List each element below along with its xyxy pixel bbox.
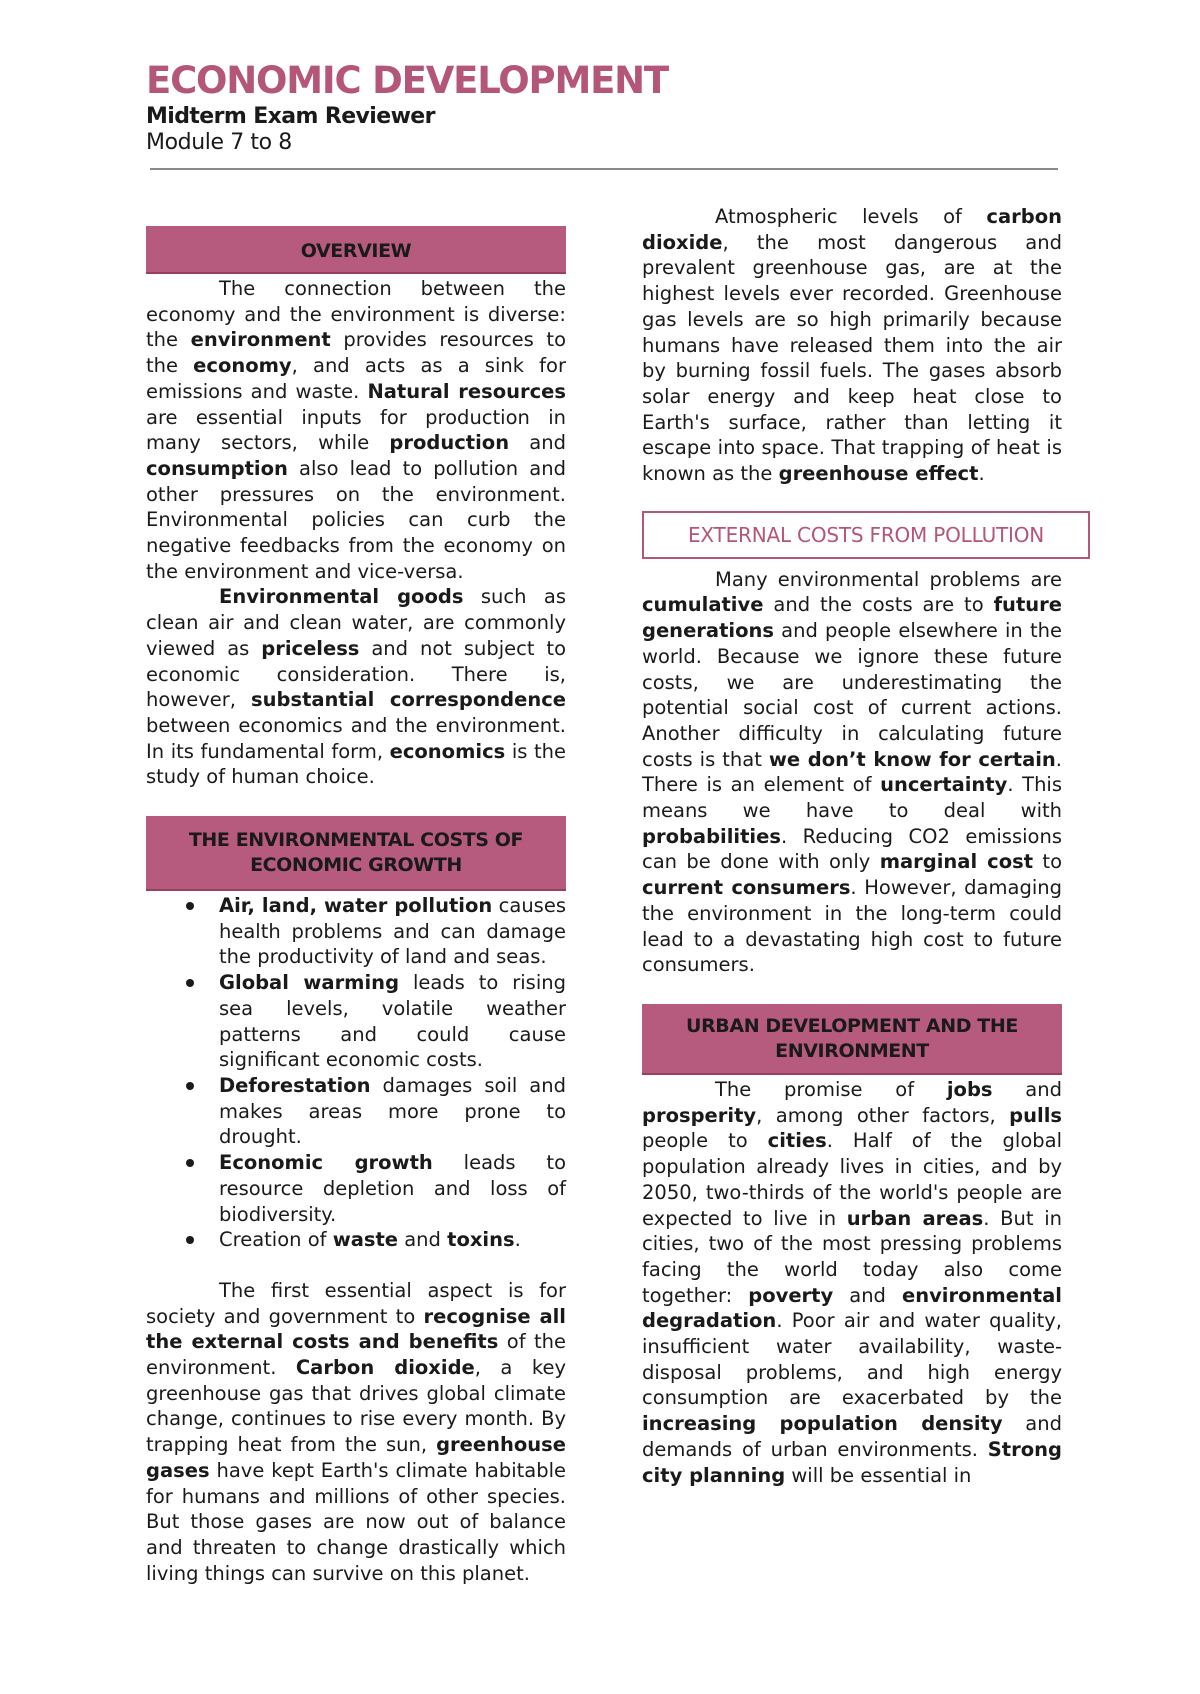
bold-term: Carbon dioxide	[295, 1356, 475, 1380]
bold-term: Environmental goods	[219, 585, 464, 609]
right-column	[642, 204, 1062, 1488]
document-title: ECONOMIC DEVELOPMENT	[146, 59, 668, 102]
bold-term: future generations	[642, 593, 1062, 643]
document-header	[146, 58, 668, 156]
overview-heading: OVERVIEW	[146, 226, 566, 274]
bold-term: environment	[190, 328, 331, 352]
bold-term: cities	[767, 1129, 827, 1153]
bold-term: cumulative	[642, 593, 764, 617]
bold-term: current consumers	[642, 876, 851, 900]
bold-term: pulls	[1009, 1103, 1062, 1127]
list-item: Creation of waste and toxins.	[146, 1227, 566, 1253]
list-item: Global warming leads to rising sea levels, volatile weather patterns and could cause significant economic costs.	[146, 970, 566, 1073]
bold-term: Air, land, water pollution	[219, 894, 493, 918]
urban-heading-line2: ENVIRONMENT	[775, 1039, 929, 1062]
bold-term: greenhouse gases	[146, 1433, 566, 1482]
bold-term: prosperity	[642, 1103, 757, 1127]
env-costs-paragraph-1: The first essential aspect is for society and government to recognise all the external costs and benefits of the environment. Carbon dioxide, a key greenhouse gas that drives global climate change, continues to rise every month. By trapping heat from the sun, greenhouse gases have kept Earth's climate habitable for humans and millions of other species. But those gases are now out of balance and threaten to change drastically which living things can survive on this planet.	[146, 1278, 566, 1585]
bold-term: recognise all the external costs and benefits	[146, 1304, 566, 1354]
bold-term: waste	[332, 1228, 399, 1252]
bold-term: production	[389, 431, 510, 455]
env-costs-heading-line2: ECONOMIC GROWTH	[250, 854, 462, 877]
urban-heading-line1: URBAN DEVELOPMENT AND THE	[686, 1014, 1018, 1037]
bold-term: Global warming	[219, 971, 400, 995]
bold-term: priceless	[261, 636, 360, 660]
bold-term: uncertainty	[880, 773, 1008, 797]
module-label: Module 7 to 8	[146, 130, 292, 155]
list-item: Deforestation damages soil and makes areas more prone to drought.	[146, 1073, 566, 1150]
list-item: Economic growth leads to resource depletion and loss of biodiversity.	[146, 1150, 566, 1227]
bold-term: Strong city planning	[642, 1437, 1062, 1487]
overview-paragraph-2: Environmental goods such as clean air and clean water, are commonly viewed as priceless and not subject to economic consideration. There is, however, substantial correspondence between economics and the environment. In its fundamental form, economics is the study of human choice.	[146, 585, 566, 789]
bold-term: economy	[193, 354, 292, 378]
env-costs-list	[146, 893, 566, 1253]
urban-heading	[642, 1004, 1062, 1075]
bold-term: environmental degradation	[642, 1283, 1062, 1333]
bold-term: economics	[389, 739, 506, 763]
bold-term: jobs	[946, 1077, 993, 1101]
bold-term: urban areas	[846, 1206, 984, 1230]
header-divider	[150, 168, 1058, 170]
env-costs-heading	[146, 816, 566, 891]
document-subtitle: Midterm Exam Reviewer	[146, 104, 435, 129]
bold-term: consumption	[146, 456, 288, 480]
bold-term: substantial correspondence	[251, 688, 566, 712]
bold-term: marginal cost	[879, 850, 1034, 874]
bold-term: toxins	[447, 1228, 515, 1252]
bold-term: carbon dioxide	[642, 205, 1062, 254]
bold-term: increasing population density	[642, 1412, 1003, 1436]
bold-term: Economic growth	[219, 1151, 433, 1175]
bold-term: greenhouse effect	[778, 462, 979, 486]
urban-paragraph: The promise of jobs and prosperity, among other factors, pulls people to cities. Half of the global population already lives in cities, and by 2050, two-thirds of the world's people are expected to live in urban areas. But in cities, two of the most pressing problems facing the world today also come together: poverty and environmental degradation. Poor air and water quality, insufficient water availability, waste-disposal problems, and high energy consumption are exacerbated by the increasing population density and demands of urban environments. Strong city planning will be essential in	[642, 1077, 1063, 1487]
bold-term: we don’t know for certain	[768, 747, 1056, 771]
env-costs-paragraph-2: Atmospheric levels of carbon dioxide, the most dangerous and prevalent greenhouse gas, are at the highest levels ever recorded. Greenhouse gas levels are so high primarily because humans have released them into the air by burning fossil fuels. The gases absorb solar energy and keep heat close to Earth's surface, rather than letting it escape into space. That trapping of heat is known as the greenhouse effect.	[642, 205, 1062, 486]
bold-term: probabilities	[642, 824, 781, 848]
bold-term: Natural resources	[367, 379, 566, 403]
left-column	[146, 226, 566, 1586]
list-item: Air, land, water pollution causes health problems and can damage the productivity of land and seas.	[146, 893, 566, 970]
bold-term: poverty	[748, 1283, 834, 1307]
env-costs-heading-line1: THE ENVIRONMENTAL COSTS OF	[188, 829, 524, 852]
external-costs-paragraph: Many environmental problems are cumulative and the costs are to future generations and people elsewhere in the world. Because we ignore these future costs, we are underestimating the potential social cost of current actions. Another difficulty in calculating future costs is that we don’t know for certain. There is an element of uncertainty. This means we have to deal with probabilities. Reducing CO2 emissions can be done with only marginal cost to current consumers. However, damaging the environment in the long-term could lead to a devastating high cost to future consumers.	[642, 567, 1063, 977]
bold-term: Deforestation	[219, 1073, 371, 1097]
external-costs-heading: EXTERNAL COSTS FROM POLLUTION	[642, 511, 1090, 559]
overview-paragraph-1: The connection between the economy and the environment is diverse: the environment provides resources to the economy, and acts as a sink for emissions and waste. Natural resources are essential inputs for production in many sectors, while production and consumption also lead to pollution and other pressures on the environment. Environmental policies can curb the negative feedbacks from the economy on the environment and vice-versa.	[146, 277, 567, 583]
